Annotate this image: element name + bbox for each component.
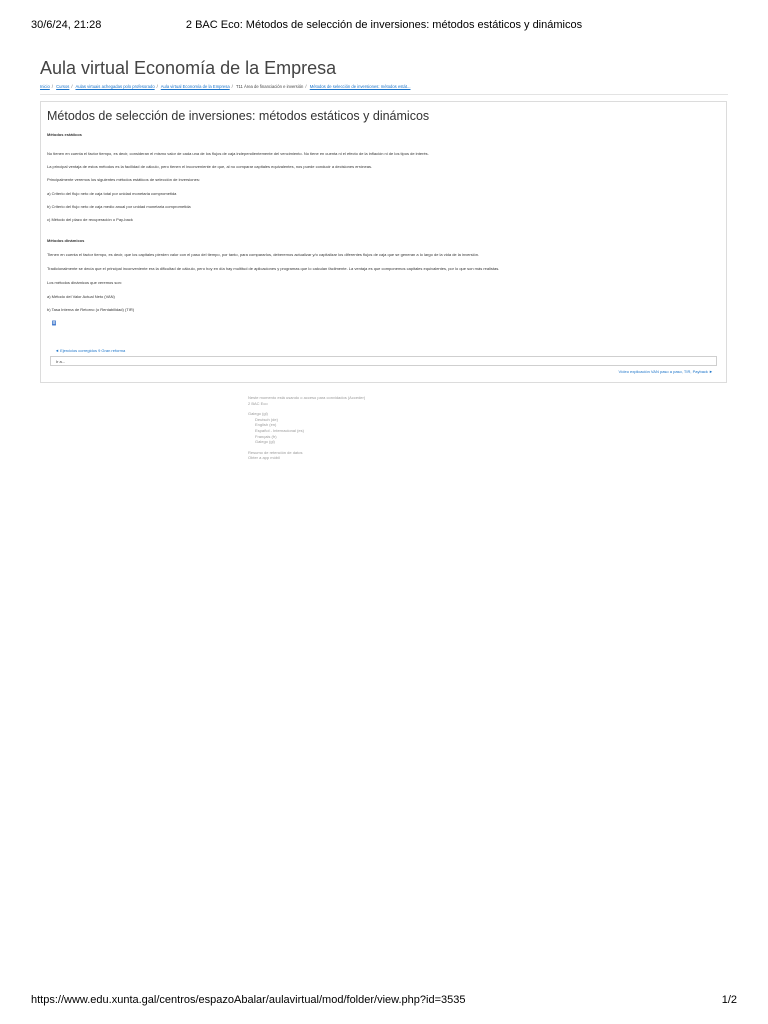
dynamic-paragraph-1: Tienen en cuenta el factor tiempo, es decir, que los capitales pierden valor con el paso del tiempo, por tanto, para compararlos, deberemos actualizar y/o capitalizar los diferentes flujos de caja que se generan a lo largo de la vida de la inversión.	[47, 252, 480, 257]
breadcrumb-current[interactable]: Métodos de selección de inversiones: métodos estát...	[309, 84, 411, 89]
print-datetime: 30/6/24, 21:28	[31, 19, 102, 31]
breadcrumb-course[interactable]: Aula virtual Economía de la Empresa	[160, 84, 230, 89]
dynamic-item-a: a) Método del Valor Actual Neto (VAN)	[47, 294, 115, 299]
breadcrumb-category[interactable]: Aulas virtuais achegadas polo profesorado	[75, 84, 155, 89]
login-info[interactable]: Neste momento está usando o acceso para convidados (Acceder)	[248, 395, 366, 400]
print-footer	[31, 994, 737, 1008]
data-retention-link[interactable]: Resumo de retención de datos	[248, 449, 303, 455]
language-option[interactable]: English (en)	[255, 422, 277, 428]
breadcrumb-section: T11 Área de financiación e inversión	[235, 84, 304, 89]
breadcrumb-separator: /	[71, 84, 73, 89]
static-methods-heading: Métodos estáticos	[47, 132, 82, 137]
breadcrumb	[40, 84, 728, 95]
dynamic-methods-heading: Métodos dinámicos	[47, 238, 85, 243]
page-footer	[248, 395, 508, 461]
breadcrumb-separator: /	[231, 84, 233, 89]
mobile-app-link[interactable]: Obter a app móbil	[248, 455, 280, 461]
page-number: 1/2	[721, 994, 737, 1006]
static-item-a: a) Criterio del flujo neto de caja total por unidad monetaria comprometida	[47, 191, 177, 196]
print-url: https://www.edu.xunta.gal/centros/espazoAbalar/aulavirtual/mod/folder/view.php?id=3535	[31, 994, 466, 1006]
dynamic-paragraph-2: Tradicionalmente se decía que el principal inconveniente era la dificultad de cálculo, pero hoy en día hay multitud de aplicaciones y programas que lo calculan fácilmente. La ventaja es que componemos capitales equivalentes, por lo que son más realistas.	[47, 266, 500, 271]
course-shortname[interactable]: 2 BAC Eco	[248, 400, 268, 406]
site-title[interactable]: Aula virtual Economía de la Empresa	[40, 58, 337, 78]
static-paragraph-2: La principal ventaja de estos métodos es la facilidad de cálculo, pero tienen el inconveniente de que, al no comparar capitales equivalentes, nos puede conducir a decisiones erróneas.	[47, 164, 373, 169]
language-option[interactable]: Galego (gl)	[255, 439, 275, 445]
previous-activity-link[interactable]: ◄ Ejercicios corregidos 9 Gran reforma	[55, 348, 126, 353]
jump-to-select[interactable]: Ir a...	[50, 356, 717, 366]
next-activity-link[interactable]: Vídeo explicación VAN paso a paso, TIR, Payback ►	[618, 369, 713, 374]
breadcrumb-separator: /	[156, 84, 158, 89]
static-item-b: b) Criterio del flujo neto de caja medio anual por unidad monetaria comprometida	[47, 204, 191, 209]
breadcrumb-courses[interactable]: Cursos	[56, 84, 70, 89]
dynamic-item-b: b) Tasa Interna de Retorno (o Rentabilidad) (TIR)	[47, 307, 135, 312]
dynamic-paragraph-3: Los métodos dinámicos que veremos son:	[47, 280, 122, 285]
static-paragraph-1: No tienen en cuenta el factor tiempo, es decir, consideran el mismo valor de cada una de los flujos de caja independientemente del vencimiento. No tiene en cuenta ni el efecto de la inflación ni de los tipos de interés.	[47, 151, 429, 156]
language-option[interactable]: Español - Internacional (es)	[255, 427, 304, 433]
language-option[interactable]: Deutsch (de)	[255, 416, 278, 422]
breadcrumb-separator: /	[305, 84, 307, 89]
file-icon[interactable]	[51, 320, 57, 326]
main-content	[40, 101, 727, 383]
breadcrumb-separator: /	[51, 84, 53, 89]
print-doc-title: 2 BAC Eco: Métodos de selección de inversiones: métodos estáticos y dinámicos	[185, 19, 583, 31]
static-item-c: c) Método del plazo de recuperación o Pay-back	[47, 217, 133, 222]
language-menu[interactable]: Galego (gl)	[248, 411, 268, 417]
breadcrumb-home[interactable]: Inicio	[40, 84, 50, 89]
static-paragraph-3: Principalmente veremos los siguientes métodos estáticos de selección de inversiones:	[47, 177, 200, 182]
print-header	[31, 19, 737, 33]
language-option[interactable]: Français (fr)	[255, 433, 277, 439]
page-title: Métodos de selección de inversiones: métodos estáticos y dinámicos	[47, 109, 430, 123]
